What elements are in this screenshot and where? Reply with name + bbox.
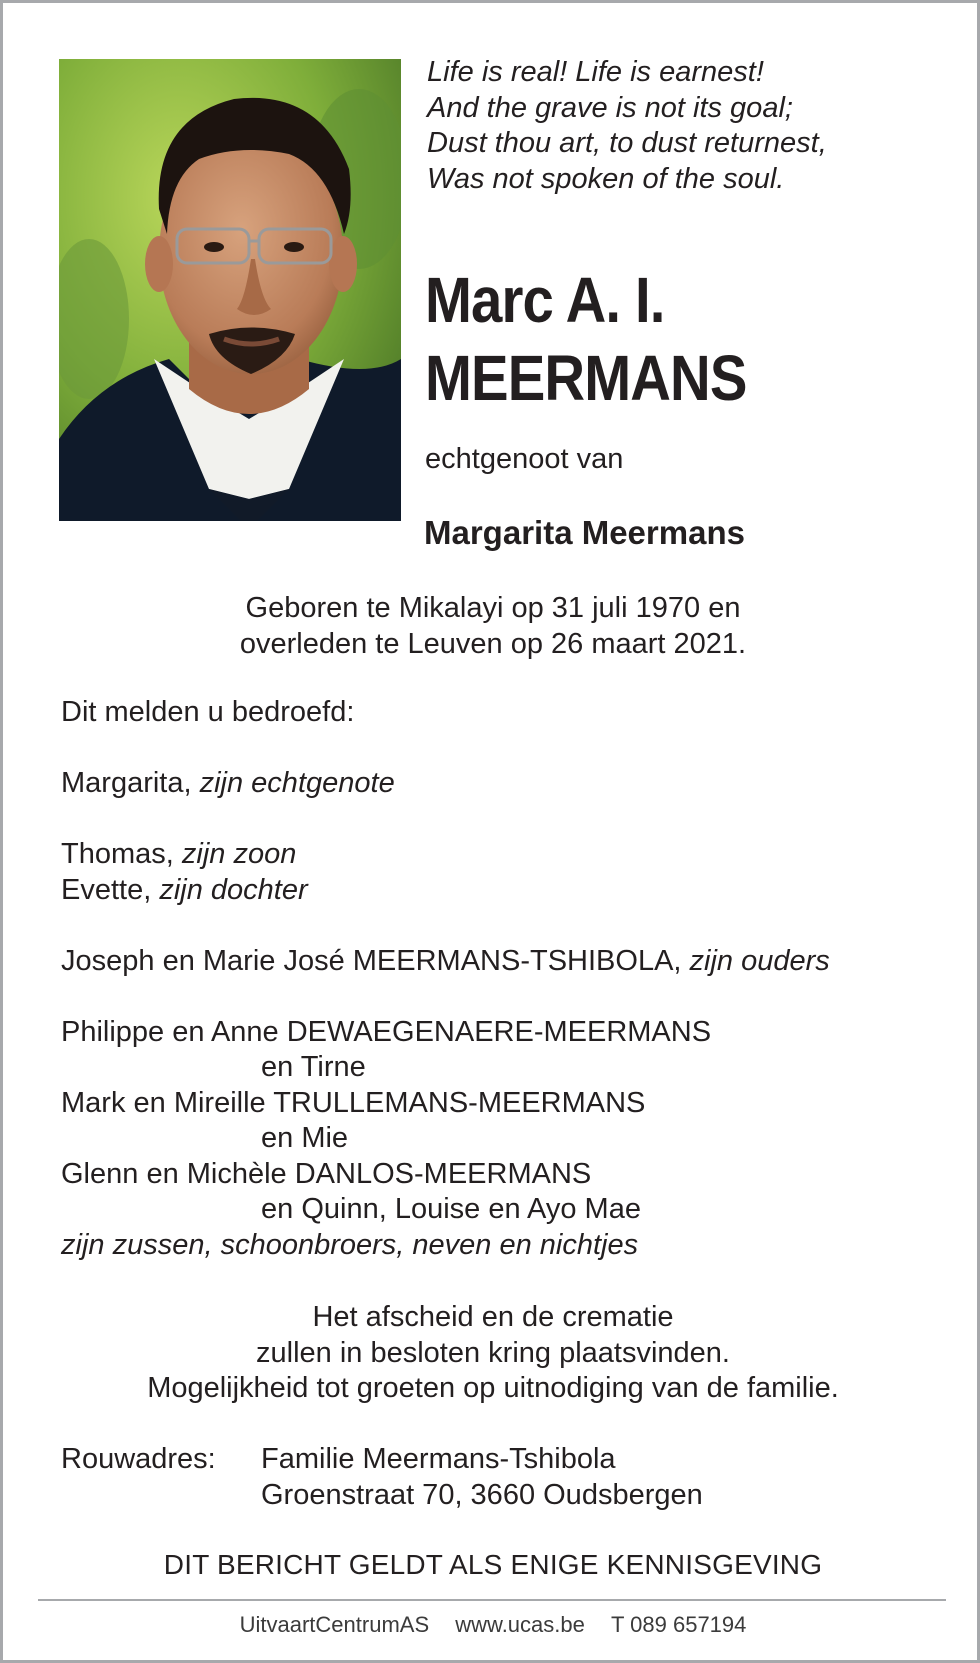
poem-line: Dust thou art, to dust returnest, <box>427 127 827 159</box>
sole-notice: DIT BERICHT GELDT ALS ENIGE KENNISGEVING <box>163 1549 823 1580</box>
ceremony-info <box>3 1300 980 1407</box>
address-label: Rouwadres: <box>61 1443 216 1475</box>
ceremony-line: Het afscheid en de crematie <box>312 1301 674 1333</box>
daughter-entry <box>61 873 830 909</box>
ceremony-line: zullen in besloten kring plaatsvinden. <box>256 1336 730 1369</box>
son-name: Thomas, <box>61 838 182 870</box>
wife-entry <box>61 766 830 802</box>
parents-relation: zijn ouders <box>689 944 830 977</box>
funeral-company: UitvaartCentrumAS <box>239 1612 430 1637</box>
son-relation: zijn zoon <box>181 838 297 870</box>
daughter-name: Evette, <box>61 873 160 906</box>
birth-death-info <box>3 591 980 662</box>
wife-name: Margarita, <box>61 767 200 799</box>
son-entry <box>61 837 830 873</box>
deceased-first-names: Marc A. I. <box>425 264 665 336</box>
siblings-relation-text: zijn zussen, schoonbroers, neven en nichtjes <box>61 1228 639 1261</box>
address-lines <box>261 1442 703 1513</box>
sibling-entry: Mark en Mireille TRULLEMANS-MEERMANS <box>61 1086 646 1119</box>
announcement-intro: Dit melden u bedroefd: <box>61 696 355 728</box>
birth-line: Geboren te Mikalayi op 31 juli 1970 en <box>245 592 741 624</box>
spouse-label: echtgenoot van <box>425 443 624 475</box>
deceased-name <box>425 261 747 417</box>
daughter-relation: zijn dochter <box>159 873 308 906</box>
address-line: Familie Meermans-Tshibola <box>261 1443 616 1475</box>
sibling-children: en Quinn, Louise en Ayo Mae <box>261 1193 641 1225</box>
footer <box>3 1612 980 1638</box>
poem-line: Life is real! Life is earnest! <box>427 56 764 88</box>
poem-line: And the grave is not its goal; <box>427 91 793 124</box>
sibling-entry: Glenn en Michèle DANLOS-MEERMANS <box>61 1157 592 1190</box>
footer-divider <box>38 1599 946 1601</box>
address-line: Groenstraat 70, 3660 Oudsbergen <box>261 1478 703 1511</box>
family-announcement <box>61 695 830 1263</box>
website-link[interactable]: www.ucas.be <box>455 1612 585 1637</box>
sibling-children: en Mie <box>261 1122 349 1154</box>
ceremony-line: Mogelijkheid tot groeten op uitnodiging van de familie. <box>147 1372 839 1404</box>
death-line: overleden te Leuven op 26 maart 2021. <box>239 627 747 660</box>
parents-entry <box>61 944 830 980</box>
phone-number[interactable]: T 089 657194 <box>611 1612 747 1637</box>
deceased-surname: MEERMANS <box>425 342 747 414</box>
parents-name: Joseph en Marie José MEERMANS-TSHIBOLA, <box>61 944 690 977</box>
poem-line: Was not spoken of the soul. <box>427 162 785 195</box>
portrait-photo <box>59 59 401 521</box>
poem <box>427 55 827 197</box>
wife-relation: zijn echtgenote <box>199 767 395 799</box>
sibling-children: en Tirne <box>261 1051 366 1083</box>
spouse-name: Margarita Meermans <box>424 514 745 551</box>
sibling-entry: Philippe en Anne DEWAEGENAERE-MEERMANS <box>61 1015 712 1048</box>
siblings-relation <box>61 1228 830 1264</box>
